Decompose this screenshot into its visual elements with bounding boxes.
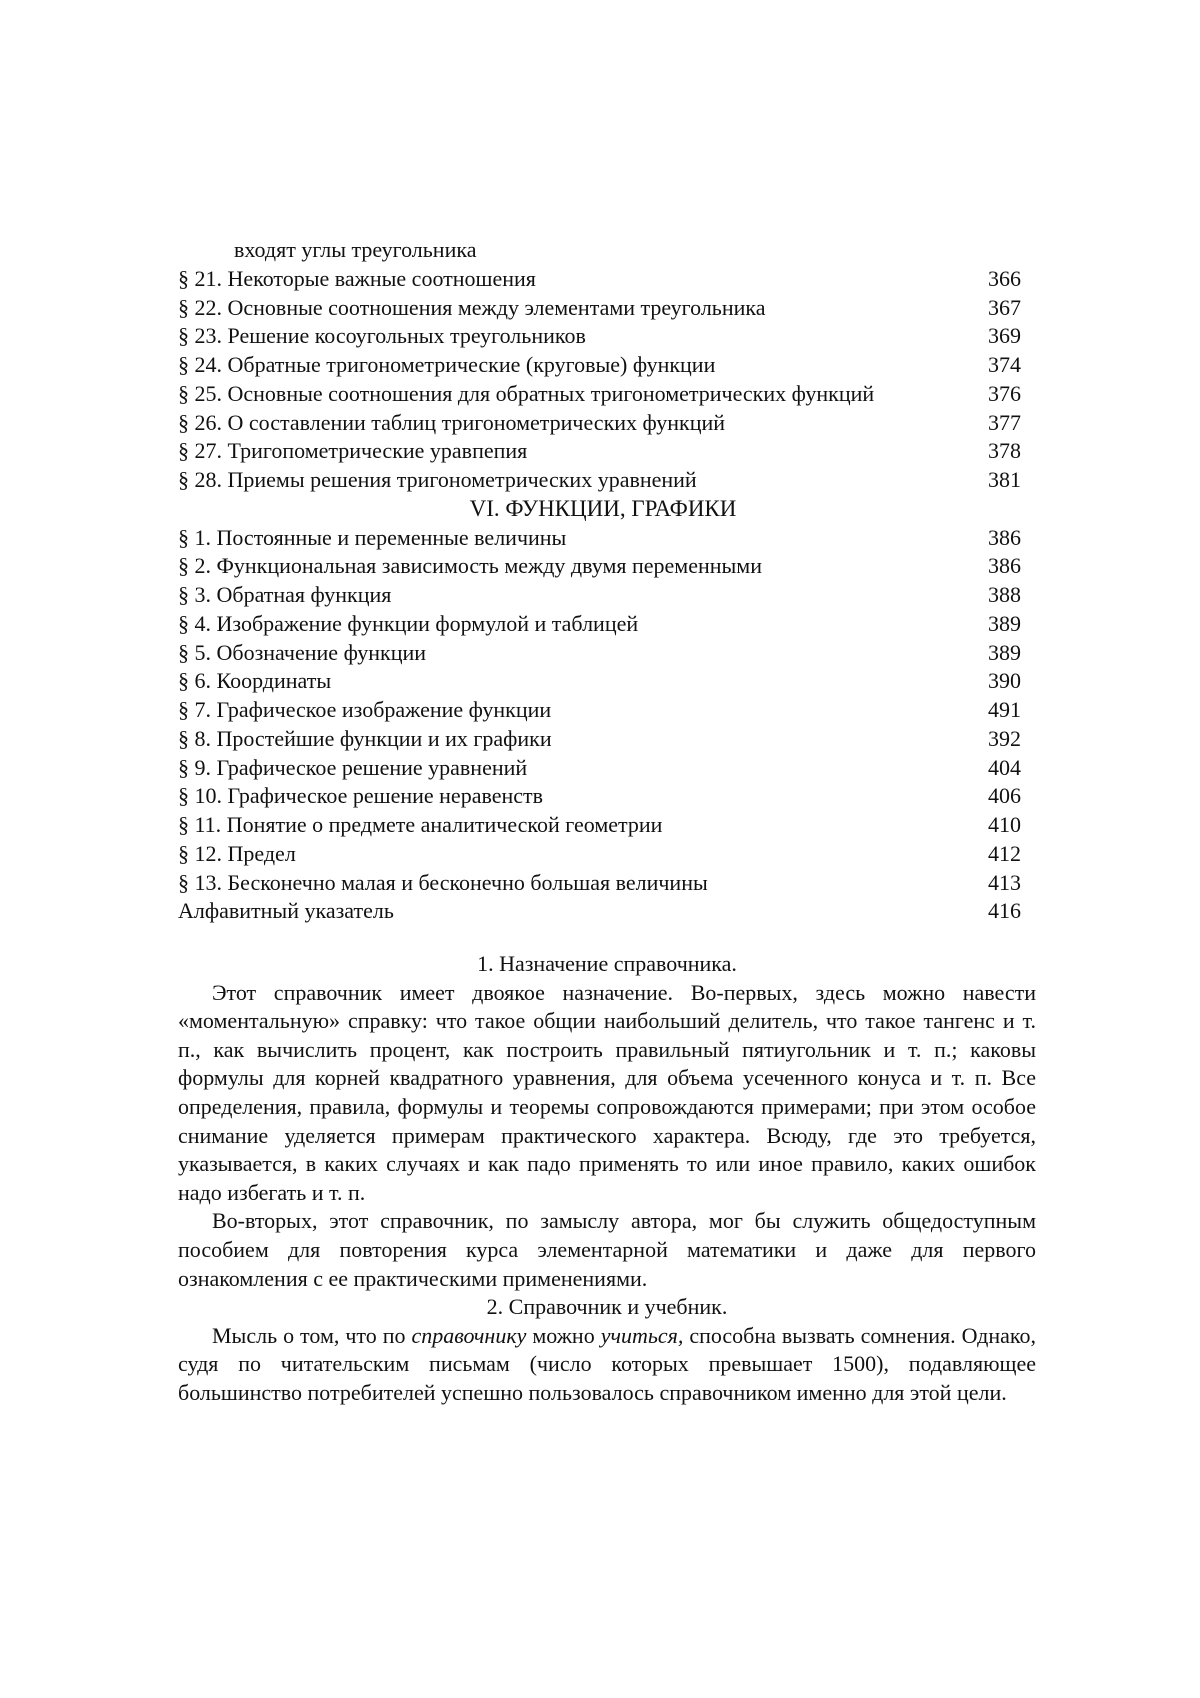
toc-entry-title: § 23. Решение косоугольных треугольников — [178, 323, 586, 349]
section-2-title: 2. Справочник и учебник. — [486, 1294, 728, 1320]
toc-entry — [178, 869, 1028, 898]
toc-entry — [178, 725, 1028, 754]
toc-entry — [178, 322, 1028, 351]
toc-entry — [178, 294, 1028, 323]
body-text — [178, 950, 1036, 1408]
toc-entries-trigonometry — [178, 265, 1028, 495]
toc-entry-page-number: 386 — [988, 524, 1021, 550]
toc-chapter-heading-line — [178, 495, 1028, 524]
toc-continuation-line — [178, 236, 1028, 265]
toc-entry — [178, 782, 1028, 811]
toc-entry — [178, 380, 1028, 409]
toc-entry-title: § 21. Некоторые важные соотношения — [178, 265, 536, 291]
toc-continuation-text: входят углы треугольника — [234, 237, 477, 262]
section-2-text-b: можно — [526, 1322, 601, 1348]
toc-entry — [178, 754, 1028, 783]
toc-entry-title: § 8. Простейшие функции и их графики — [178, 725, 552, 751]
toc-entry-page-number: 491 — [988, 697, 1021, 722]
toc-entries-functions — [178, 524, 1028, 927]
toc-entry-page-number: 412 — [988, 840, 1021, 866]
toc-entry-page-number: 386 — [988, 553, 1021, 579]
toc-entry-title: Алфавитный указатель — [178, 898, 394, 924]
toc-entry-page-number: 416 — [988, 898, 1021, 924]
toc-entry — [178, 811, 1028, 840]
toc-entry-title: § 5. Обозначение функции — [178, 639, 427, 665]
section-1-paragraph-2: Во-вторых, этот справочник, по замыслу автора, мог бы служить общедоступным пособием для повторения курса элементарной математики и даже для первого ознакомления с ее практическими применениями. — [178, 1208, 1036, 1291]
toc-entry — [178, 265, 1028, 294]
section-2-text-c: способна вызвать сомнения. Однако, судя по читательским письмам (число которых превышает 1500), подавляющее большинство потребителей успешно пользовалось справочником именно для этой цели. — [178, 1322, 1036, 1405]
toc-entry — [178, 696, 1028, 725]
toc-entry — [178, 610, 1028, 639]
section-2-paragraph-1 — [178, 1322, 1036, 1408]
toc-entry-page-number: 389 — [988, 610, 1021, 636]
toc-entry-title: § 11. Понятие о предмете аналитической геометрии — [178, 812, 663, 837]
toc-entry — [178, 552, 1028, 581]
toc-entry-page-number: 378 — [988, 438, 1021, 464]
toc-entry-page-number: 366 — [988, 265, 1021, 291]
toc-entry-title: § 28. Приемы решения тригонометрических уравнений — [178, 467, 697, 492]
section-1-paragraph-1: Этот справочник имеет двоякое назначение. Во-первых, здесь можно навести «моментальную» справку: что такое общии наибольший делитель, что такое тангенс и т. п., как вычислить процент, как построить правильный пятиугольник и т. п.; каковы формулы для корней квадратного уравнения, для объема усеченного конуса и т. п. Все определения, правила, формулы и теоремы сопровождаются примерами; при этом особое снимание уделяется примерам практического характера. Всюду, где это требуется, указывается, в каких случаях и как падо применять то или иное правило, каких ошибок надо избегать и т. п. — [178, 979, 1036, 1205]
chapter-heading: VI. ФУНКЦИИ, ГРАФИКИ — [469, 495, 737, 521]
toc-entry-page-number: 374 — [988, 352, 1021, 377]
toc-entry-page-number: 390 — [988, 668, 1021, 694]
toc-entry — [178, 466, 1028, 495]
toc-entry-page-number: 377 — [988, 409, 1021, 435]
toc-entry — [178, 351, 1028, 380]
toc-entry-page-number: 410 — [988, 812, 1021, 837]
toc-entry-page-number: 413 — [988, 869, 1021, 895]
toc-entry — [178, 524, 1028, 553]
toc-entry-title: § 1. Постоянные и переменные величины — [178, 524, 567, 550]
toc-entry — [178, 409, 1028, 438]
section-1-title: 1. Назначение справочника. — [477, 951, 737, 976]
toc-entry — [178, 667, 1028, 696]
toc-entry — [178, 437, 1028, 466]
toc-entry-title: § 7. Графическое изображение функции — [178, 697, 552, 722]
toc-entry-page-number: 369 — [988, 323, 1021, 349]
toc-entry-title: § 25. Основные соотношения для обратных тригонометрических функций — [178, 380, 875, 406]
toc-entry — [178, 840, 1028, 869]
toc-entry — [178, 639, 1028, 668]
toc-entry-title: § 13. Бесконечно малая и бесконечно большая величины — [178, 869, 708, 895]
toc-entry-page-number: 388 — [988, 582, 1021, 607]
toc-entry-title: § 27. Тригопометрические уравпепия — [178, 438, 528, 464]
toc-entry — [178, 581, 1028, 610]
toc-entry-page-number: 381 — [988, 467, 1021, 492]
toc-entry-page-number: 404 — [988, 754, 1021, 780]
toc-entry-page-number: 406 — [988, 783, 1021, 809]
toc-entry-title: § 26. О составлении таблиц тригонометрических функций — [178, 409, 726, 435]
toc-entry-title: § 3. Обратная функция — [178, 582, 392, 607]
toc-entry-page-number: 389 — [988, 639, 1021, 665]
toc-entry-title: § 9. Графическое решение уравнений — [178, 754, 528, 780]
section-2-emphasis-1: справочнику — [411, 1322, 527, 1348]
toc-entry — [178, 897, 1028, 926]
toc-entry-title: § 12. Предел — [178, 840, 296, 866]
toc-entry-page-number: 376 — [988, 380, 1021, 406]
toc-entry-title: § 24. Обратные тригонометрические (круговые) функции — [178, 352, 716, 377]
toc-entry-title: § 22. Основные соотношения между элементами треугольника — [178, 294, 766, 320]
toc-entry-title: § 4. Изображение функции формулой и таблицей — [178, 610, 639, 636]
toc-entry-page-number: 392 — [988, 725, 1021, 751]
section-2-emphasis-2: учиться, — [600, 1322, 684, 1348]
toc-entry-title: § 6. Координаты — [178, 668, 332, 694]
toc-entry-title: § 2. Функциональная зависимость между двумя переменными — [178, 553, 762, 579]
toc-entry-title: § 10. Графическое решение неравенств — [178, 783, 544, 809]
table-of-contents — [178, 236, 1028, 926]
section-2-text-a: Мысль о том, что по — [212, 1322, 412, 1348]
toc-entry-page-number: 367 — [988, 294, 1021, 320]
